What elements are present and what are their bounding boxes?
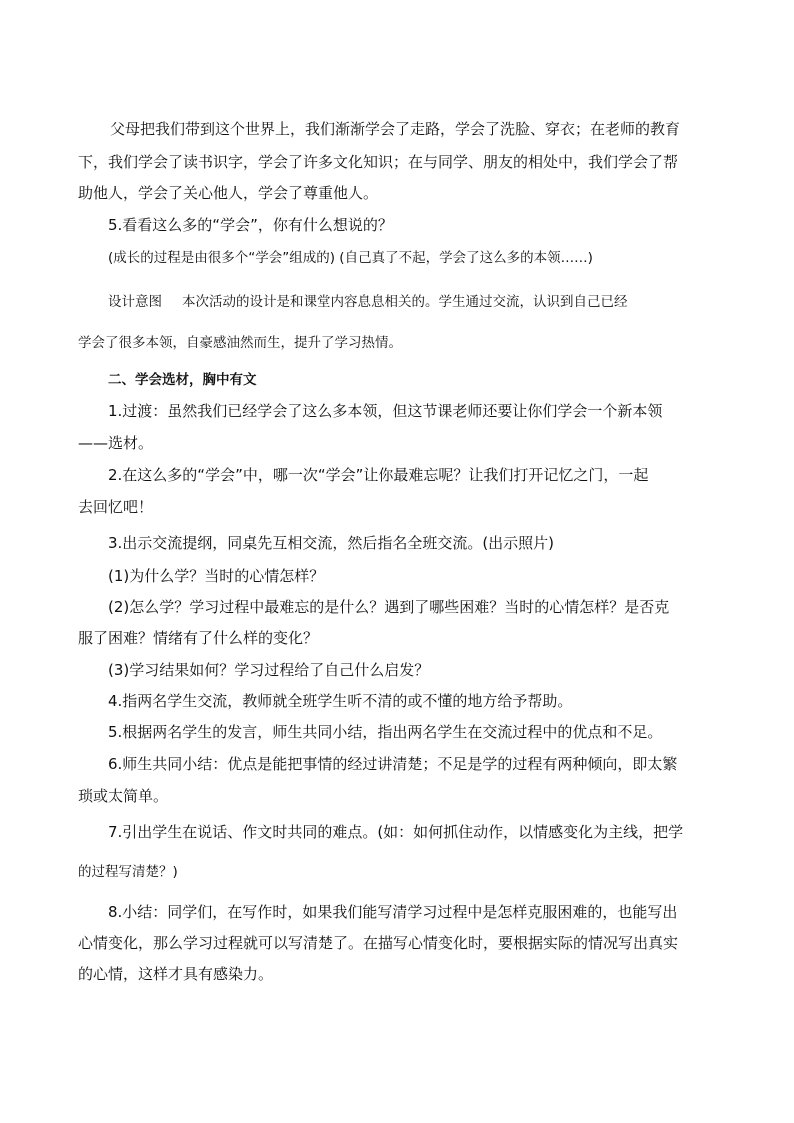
item-3-question-2-line-2: 服了困难？情绪有了什么样的变化？ [78, 629, 319, 647]
item-5: 5.根据两名学生的发言，师生共同小结，指出两名学生在交流过程中的优点和不足。 [108, 723, 663, 741]
question-5: 5.看看这么多的“学会”，你有什么想说的？ [108, 216, 393, 234]
item-1-line-2: ——选材。 [78, 434, 154, 452]
section-2-title: 二、学会选材，胸中有文 [108, 372, 257, 388]
intro-line-1: 父母把我们带到这个世界上，我们渐渐学会了走路，学会了洗脸、穿衣；在老师的教育 [110, 120, 681, 138]
item-2-line-2: 去回忆吧！ [78, 498, 154, 516]
design-intent-label: 设计意图 [108, 294, 162, 310]
item-6-line-1: 6.师生共同小结：优点是能把事情的经过讲清楚；不足是学的过程有两种倾向，即太繁 [108, 755, 678, 773]
item-7-line-1: 7.引出学生在说话、作文时共同的难点。(如：如何抓住动作，以情感变化为主线，把学 [108, 823, 684, 841]
item-3: 3.出示交流提纲，同桌先互相交流，然后指名全班交流。(出示照片) [108, 534, 555, 552]
item-4: 4.指两名学生交流，教师就全班学生听不清的或不懂的地方给予帮助。 [108, 692, 573, 710]
design-intent-text: 本次活动的设计是和课堂内容息息相关的。学生通过交流，认识到自己已经 [182, 294, 628, 310]
item-7-line-2: 的过程写清楚？) [78, 864, 178, 880]
item-6-line-2: 琐或太简单。 [78, 787, 169, 805]
design-intent-line-2: 学会了很多本领，自豪感油然而生，提升了学习热情。 [78, 335, 402, 351]
item-8-line-3: 的心情，这样才具有感染力。 [78, 965, 274, 983]
question-5-answer: (成长的过程是由很多个“学会”组成的) (自己真了不起，学会了这么多的本领……) [108, 250, 593, 266]
item-3-question-1: (1)为什么学？当时的心情怎样？ [108, 567, 325, 585]
item-3-question-2-line-1: (2)怎么学？学习过程中最难忘的是什么？遇到了哪些困难？当时的心情怎样？是否克 [108, 598, 670, 616]
item-8-line-2: 心情变化，那么学习过程就可以写清楚了。在描写心情变化时，要根据实际的情况写出真实 [78, 934, 679, 952]
design-intent-line-1 [0, 292, 794, 312]
item-2-line-1: 2.在这么多的“学会”中，哪一次“学会”让你最难忘呢？让我们打开记忆之门，一起 [108, 466, 649, 484]
item-3-question-3: (3)学习结果如何？学习过程给了自己什么启发？ [108, 661, 430, 679]
intro-line-3: 助他人，学会了关心他人，学会了尊重他人。 [78, 184, 379, 202]
intro-line-2: 下，我们学会了读书识字，学会了许多文化知识；在与同学、朋友的相处中，我们学会了帮 [78, 153, 679, 171]
item-1-line-1: 1.过渡：虽然我们已经学会了这么多本领，但这节课老师还要让你们学会一个新本领 [108, 402, 663, 420]
item-8-line-1: 8.小结：同学们，在写作时，如果我们能写清学习过程中是怎样克服困难的，也能写出 [108, 903, 678, 921]
